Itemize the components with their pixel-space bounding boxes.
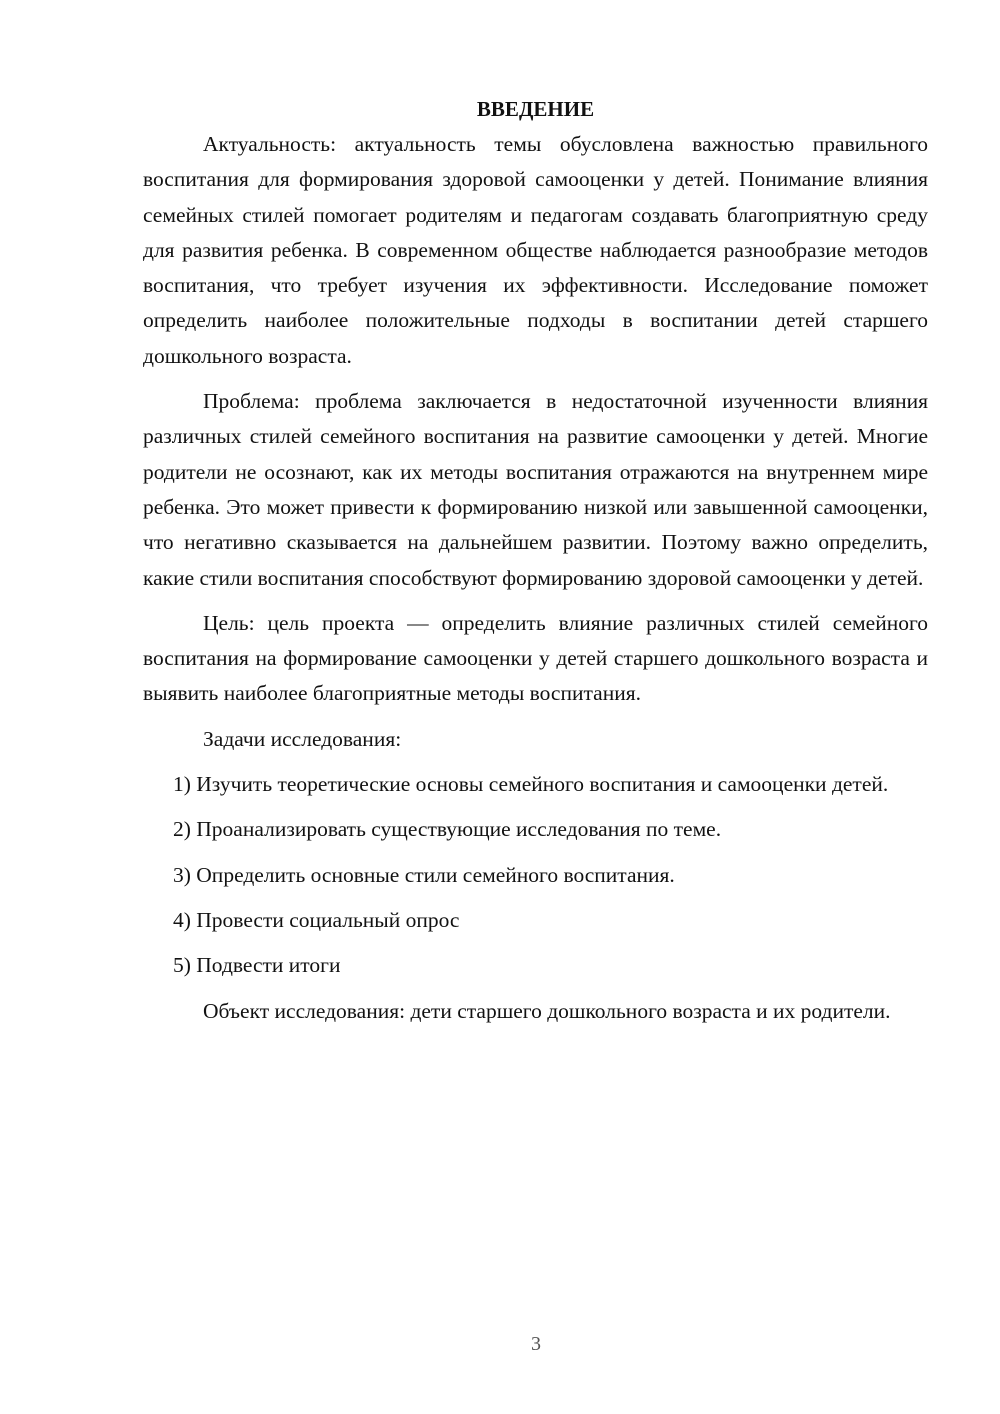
task-item-4: 4) Провести социальный опрос [173, 907, 460, 932]
page-number: 3 [531, 1333, 541, 1355]
relevance-paragraph: Актуальность: актуальность темы обусловлена важностью правильного воспитания для формирования здоровой самооценки у детей. Понимание влияния семейных стилей помогает родителям и педагогам создавать благоприятную среду для развития ребенка. В современном обществе наблюдается разнообразие методов воспитания, что требует изучения их эффективности. Исследование поможет определить наиболее положительные подходы в воспитании детей старшего дошкольного возраста. [143, 132, 928, 368]
page-content [143, 92, 928, 1039]
tasks-heading: Задачи исследования: [203, 726, 402, 751]
task-item-1: 1) Изучить теоретические основы семейного воспитания и самооценки детей. [173, 772, 889, 797]
object-paragraph: Объект исследования: дети старшего дошкольного возраста и их родители. [203, 998, 891, 1023]
problem-paragraph: Проблема: проблема заключается в недостаточной изученности влияния различных стилей семейного воспитания на развитие самооценки у детей. Многие родители не осознают, как их методы воспитания отражаются на внутреннем мире ребенка. Это может привести к формированию низкой или завышенной самооценки, что негативно сказывается на дальнейшем развитии. Поэтому важно определить, какие стили воспитания способствуют формированию здоровой самооценки у детей. [143, 389, 928, 590]
page-title: ВВЕДЕНИЕ [476, 97, 595, 121]
task-item-2: 2) Проанализировать существующие исследования по теме. [173, 817, 722, 842]
task-item-3: 3) Определить основные стили семейного воспитания. [173, 862, 675, 887]
goal-paragraph: Цель: цель проекта — определить влияние различных стилей семейного воспитания на формирование самооценки у детей старшего дошкольного возраста и выявить наиболее благоприятные методы воспитания. [143, 610, 928, 706]
task-item-5: 5) Подвести итоги [173, 953, 341, 978]
